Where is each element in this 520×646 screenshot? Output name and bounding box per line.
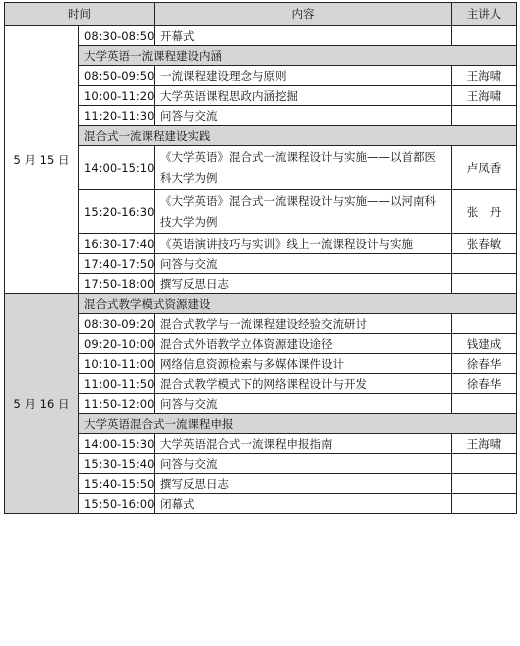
schedule-row bbox=[5, 146, 517, 190]
section-title: 大学英语一流课程建设内涵 bbox=[79, 46, 517, 66]
section-title: 混合式一流课程建设实践 bbox=[79, 126, 517, 146]
content-cell: 撰写反思日志 bbox=[155, 274, 452, 294]
schedule-row bbox=[5, 474, 517, 494]
schedule-row bbox=[5, 190, 517, 234]
schedule-row bbox=[5, 66, 517, 86]
header-time: 时间 bbox=[5, 3, 155, 26]
section-row bbox=[5, 126, 517, 146]
time-cell: 08:30-09:20 bbox=[79, 314, 155, 334]
time-cell: 10:00-11:20 bbox=[79, 86, 155, 106]
speaker-cell bbox=[452, 106, 517, 126]
content-cell: 混合式外语教学立体资源建设途径 bbox=[155, 334, 452, 354]
speaker-cell bbox=[452, 454, 517, 474]
content-cell: 开幕式 bbox=[155, 26, 452, 46]
content-cell: 闭幕式 bbox=[155, 494, 452, 514]
content-cell: 混合式教学模式下的网络课程设计与开发 bbox=[155, 374, 452, 394]
time-cell: 11:20-11:30 bbox=[79, 106, 155, 126]
time-cell: 16:30-17:40 bbox=[79, 234, 155, 254]
schedule-table bbox=[4, 2, 517, 514]
content-cell: 撰写反思日志 bbox=[155, 474, 452, 494]
speaker-cell bbox=[452, 314, 517, 334]
time-cell: 15:50-16:00 bbox=[79, 494, 155, 514]
speaker-cell: 钱建成 bbox=[452, 334, 517, 354]
day-date-cell: 5 月 15 日 bbox=[5, 26, 79, 294]
speaker-cell: 徐春华 bbox=[452, 354, 517, 374]
time-cell: 09:20-10:00 bbox=[79, 334, 155, 354]
speaker-cell: 王海啸 bbox=[452, 66, 517, 86]
content-cell: 网络信息资源检索与多媒体课件设计 bbox=[155, 354, 452, 374]
content-cell: 《大学英语》混合式一流课程设计与实施——以首都医科大学为例 bbox=[155, 146, 452, 190]
section-title: 混合式教学模式资源建设 bbox=[79, 294, 517, 314]
schedule-body bbox=[5, 26, 517, 514]
header-content: 内容 bbox=[155, 3, 452, 26]
speaker-cell: 王海啸 bbox=[452, 434, 517, 454]
schedule-row bbox=[5, 106, 517, 126]
schedule-row bbox=[5, 234, 517, 254]
section-row bbox=[5, 294, 517, 314]
content-cell: 问答与交流 bbox=[155, 254, 452, 274]
schedule-row bbox=[5, 334, 517, 354]
speaker-cell bbox=[452, 474, 517, 494]
schedule-row bbox=[5, 374, 517, 394]
speaker-cell bbox=[452, 274, 517, 294]
day-date-cell: 5 月 16 日 bbox=[5, 294, 79, 514]
time-cell: 15:20-16:30 bbox=[79, 190, 155, 234]
speaker-cell bbox=[452, 494, 517, 514]
schedule-row bbox=[5, 494, 517, 514]
section-row bbox=[5, 414, 517, 434]
speaker-cell bbox=[452, 26, 517, 46]
speaker-cell bbox=[452, 394, 517, 414]
schedule-row bbox=[5, 314, 517, 334]
schedule-row bbox=[5, 354, 517, 374]
header-speaker: 主讲人 bbox=[452, 3, 517, 26]
content-cell: 一流课程建设理念与原则 bbox=[155, 66, 452, 86]
content-cell: 《大学英语》混合式一流课程设计与实施——以河南科技大学为例 bbox=[155, 190, 452, 234]
speaker-cell bbox=[452, 254, 517, 274]
content-cell: 混合式教学与一流课程建设经验交流研讨 bbox=[155, 314, 452, 334]
speaker-cell: 王海啸 bbox=[452, 86, 517, 106]
content-cell: 问答与交流 bbox=[155, 106, 452, 126]
content-cell: 大学英语课程思政内涵挖掘 bbox=[155, 86, 452, 106]
time-cell: 17:40-17:50 bbox=[79, 254, 155, 274]
schedule-row bbox=[5, 254, 517, 274]
time-cell: 15:40-15:50 bbox=[79, 474, 155, 494]
schedule-row bbox=[5, 434, 517, 454]
speaker-cell: 张春敏 bbox=[452, 234, 517, 254]
time-cell: 14:00-15:10 bbox=[79, 146, 155, 190]
time-cell: 08:30-08:50 bbox=[79, 26, 155, 46]
speaker-cell: 徐春华 bbox=[452, 374, 517, 394]
section-row bbox=[5, 46, 517, 66]
content-cell: 问答与交流 bbox=[155, 394, 452, 414]
section-title: 大学英语混合式一流课程申报 bbox=[79, 414, 517, 434]
time-cell: 15:30-15:40 bbox=[79, 454, 155, 474]
time-cell: 11:00-11:50 bbox=[79, 374, 155, 394]
time-cell: 11:50-12:00 bbox=[79, 394, 155, 414]
content-cell: 大学英语混合式一流课程申报指南 bbox=[155, 434, 452, 454]
content-cell: 问答与交流 bbox=[155, 454, 452, 474]
speaker-cell: 张 丹 bbox=[452, 190, 517, 234]
time-cell: 08:50-09:50 bbox=[79, 66, 155, 86]
time-cell: 17:50-18:00 bbox=[79, 274, 155, 294]
time-cell: 10:10-11:00 bbox=[79, 354, 155, 374]
schedule-row bbox=[5, 26, 517, 46]
schedule-row bbox=[5, 394, 517, 414]
speaker-cell: 卢凤香 bbox=[452, 146, 517, 190]
content-cell: 《英语演讲技巧与实训》线上一流课程设计与实施 bbox=[155, 234, 452, 254]
schedule-row bbox=[5, 86, 517, 106]
schedule-row bbox=[5, 274, 517, 294]
time-cell: 14:00-15:30 bbox=[79, 434, 155, 454]
schedule-row bbox=[5, 454, 517, 474]
table-header-row bbox=[5, 3, 517, 26]
